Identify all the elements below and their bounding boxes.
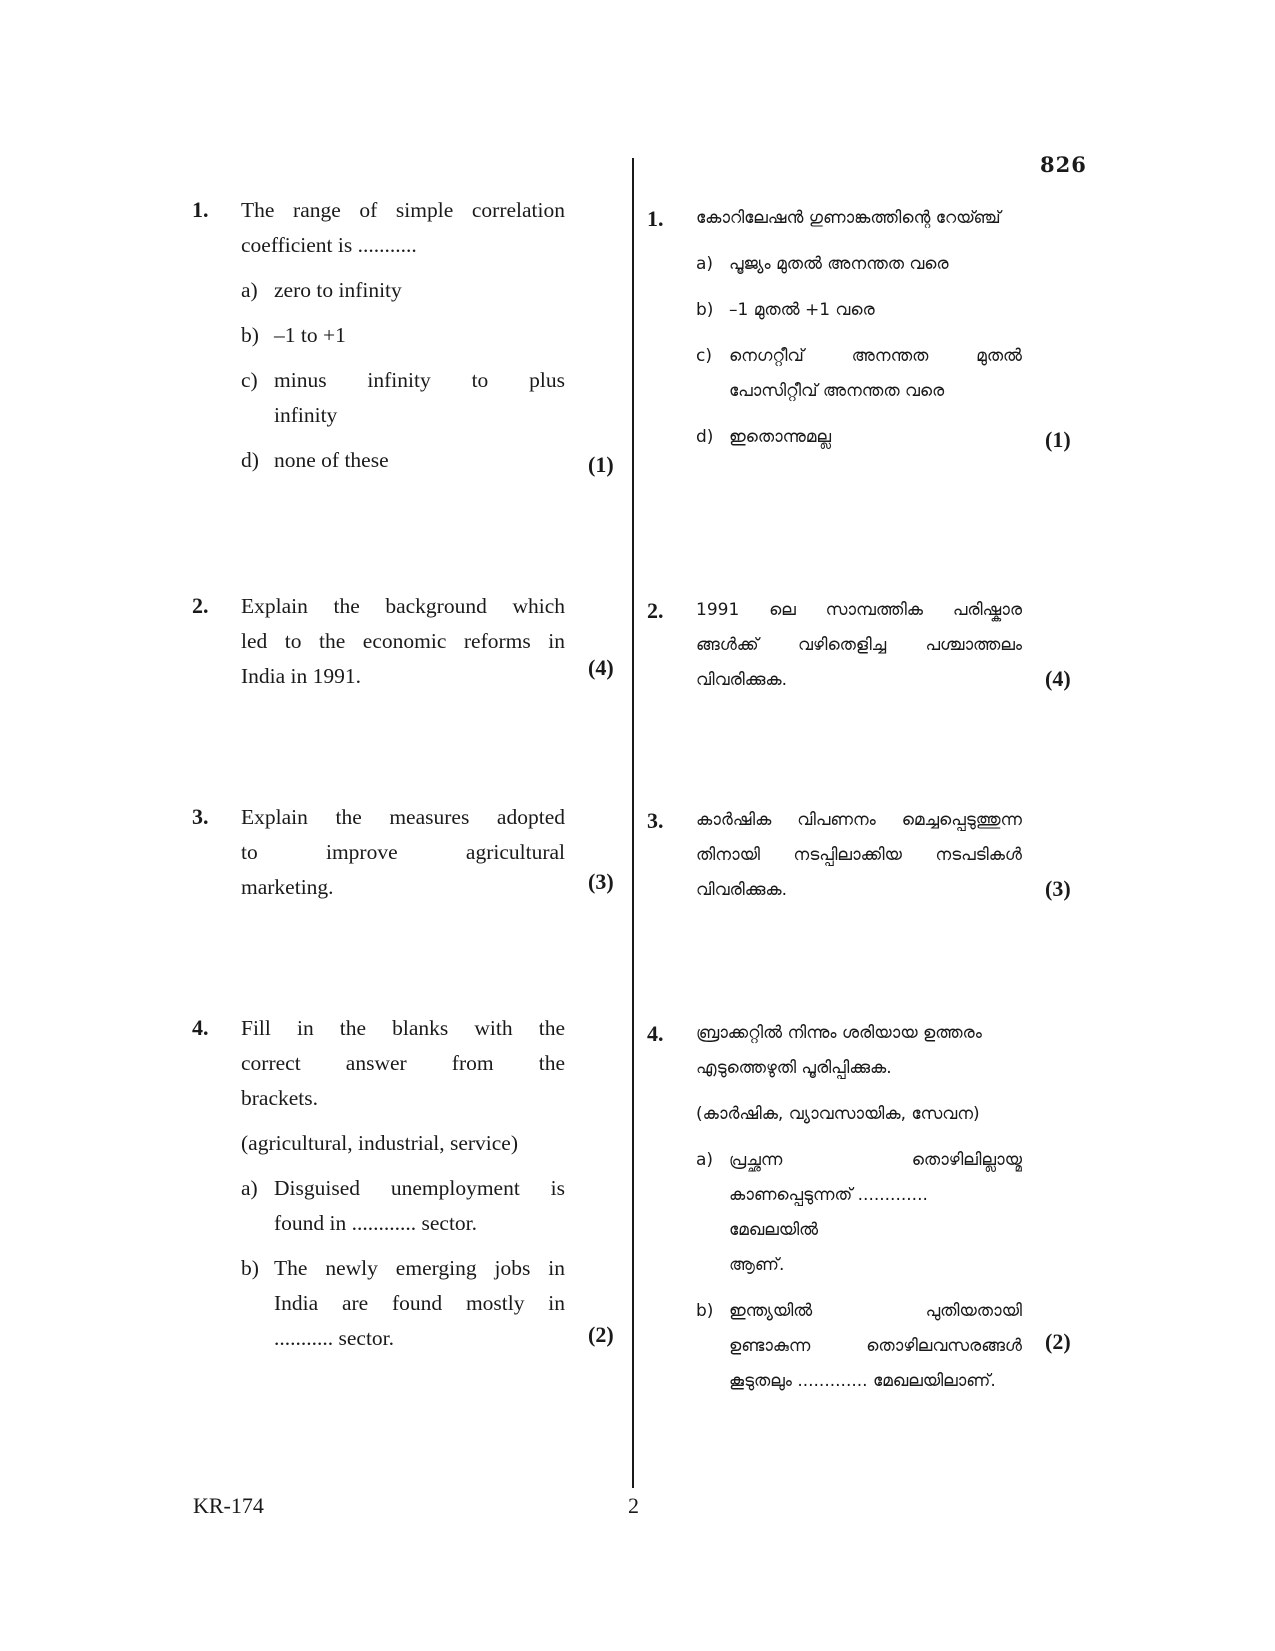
- option-label: c): [241, 368, 258, 392]
- question-text-line: The range of simple correlation: [241, 198, 565, 222]
- exam-code: KR-174: [193, 1493, 264, 1518]
- question-text-line: to improve agricultural: [241, 840, 565, 864]
- option-text-line: ........... sector.: [274, 1326, 395, 1350]
- question-en-2: [241, 589, 565, 694]
- question-text-line: 1991 ലെ സാമ്പത്തിക പരിഷ്കാര: [696, 600, 1022, 620]
- marks-ml-1: (1): [1045, 427, 1071, 452]
- option-text-line: പോസിറ്റീവ് അനന്തത വരെ: [729, 381, 945, 401]
- option-d: [696, 420, 1022, 455]
- marks-ml-3: (3): [1045, 876, 1071, 901]
- option-label: a): [696, 1150, 714, 1170]
- question-number-en-3: 3.: [192, 804, 209, 829]
- marks-en-4: (2): [588, 1322, 614, 1347]
- option-c: [241, 363, 565, 433]
- option-text: –1 മുതൽ +1 വരെ: [729, 300, 875, 320]
- option-text-line: കാണപ്പെടുന്നത് ............. മേഖലയിൽ: [729, 1185, 928, 1240]
- option-text-line: The newly emerging jobs in: [274, 1256, 565, 1280]
- question-number-ml-3: 3.: [647, 808, 664, 833]
- question-number-en-4: 4.: [192, 1015, 209, 1040]
- option-text: [729, 1143, 1022, 1283]
- option-label: c): [696, 346, 712, 366]
- question-text-line: Explain the background which: [241, 594, 565, 618]
- option-b: [696, 1294, 1022, 1399]
- option-label: b): [241, 1256, 259, 1280]
- marks-en-3: (3): [588, 869, 614, 894]
- question-text-line: തിനായി നടപ്പിലാക്കിയ നടപടികൾ: [696, 845, 1022, 865]
- option-text-line: ഉണ്ടാകുന്ന തൊഴിലവസരങ്ങൾ: [729, 1336, 1022, 1356]
- column-divider: [632, 158, 634, 1488]
- option-text-line: India are found mostly in: [274, 1291, 565, 1315]
- option-text: zero to infinity: [274, 278, 402, 302]
- option-text: [729, 339, 1022, 409]
- question-text-line: India in 1991.: [241, 664, 362, 688]
- page-code: 826: [1040, 152, 1087, 177]
- option-text-line: ആണ്.: [729, 1255, 785, 1275]
- option-text-line: minus infinity to plus: [274, 368, 565, 392]
- question-text-line: marketing.: [241, 875, 334, 899]
- question-text-line: കാർഷിക വിപണനം മെച്ചപ്പെടുത്തുന്ന: [696, 810, 1022, 830]
- question-text-line: ബ്രാക്കറ്റിൽ നിന്നും ശരിയായ ഉത്തരം: [696, 1023, 982, 1043]
- option-a: [696, 1143, 1022, 1283]
- question-number-ml-1: 1.: [647, 206, 664, 231]
- question-ml-2: [696, 593, 1022, 698]
- option-label: d): [696, 427, 714, 447]
- option-label: a): [241, 278, 258, 302]
- option-text: –1 to +1: [274, 323, 346, 347]
- option-text: [274, 363, 565, 433]
- option-label: b): [241, 323, 259, 347]
- question-text-line: Fill in the blanks with the: [241, 1016, 565, 1040]
- question-text-line: led to the economic reforms in: [241, 629, 565, 653]
- option-text-line: പ്രച്ഛന്ന തൊഴിലില്ലായ്മ: [729, 1150, 1022, 1170]
- option-a: [241, 1171, 565, 1241]
- question-number-en-1: 1.: [192, 197, 209, 222]
- question-number-ml-2: 2.: [647, 598, 664, 623]
- question-text-line: കോറിലേഷൻ ഗുണാങ്കത്തിന്റെ റേയ്ഞ്ച്: [696, 208, 1001, 228]
- question-en-3: [241, 800, 565, 905]
- option-text: none of these: [274, 448, 389, 472]
- question-text-line: Explain the measures adopted: [241, 805, 565, 829]
- option-text-line: കൂടുതലും ............. മേഖലയിലാണ്.: [729, 1371, 996, 1391]
- question-text-line: വിവരിക്കുക.: [696, 880, 788, 900]
- question-ml-4: [696, 1016, 1022, 1399]
- question-text-line: ങ്ങൾക്ക് വഴിതെളിച്ച പശ്ചാത്തലം: [696, 635, 1022, 655]
- option-text: [729, 1294, 1022, 1399]
- question-text-line: coefficient is ...........: [241, 233, 417, 257]
- question-en-4: [241, 1011, 565, 1356]
- marks-en-2: (4): [588, 655, 614, 680]
- option-b: [241, 1251, 565, 1356]
- marks-ml-4: (2): [1045, 1329, 1071, 1354]
- option-text-line: Disguised unemployment is: [274, 1176, 565, 1200]
- option-c: [696, 339, 1022, 409]
- option-label: b): [696, 1301, 714, 1321]
- option-label: d): [241, 448, 259, 472]
- option-text-line: നെഗറ്റീവ് അനന്തത മുതൽ: [729, 346, 1022, 366]
- option-text-line: ഇന്ത്യയിൽ പുതിയതായി: [729, 1301, 1022, 1321]
- option-text: പൂജ്യം മുതൽ അനന്തത വരെ: [729, 254, 949, 274]
- option-a: [241, 273, 565, 308]
- option-label: a): [696, 254, 714, 274]
- question-en-1: [241, 193, 565, 478]
- option-text-line: found in ............ sector.: [274, 1211, 478, 1235]
- option-text-line: infinity: [274, 403, 338, 427]
- bracket-choices: (agricultural, industrial, service): [241, 1131, 519, 1155]
- option-label: a): [241, 1176, 258, 1200]
- question-number-en-2: 2.: [192, 593, 209, 618]
- option-d: [241, 443, 565, 478]
- option-text: ഇതൊന്നുമല്ല: [729, 427, 831, 447]
- option-a: [696, 247, 1022, 282]
- question-ml-3: [696, 803, 1022, 908]
- question-text-line: വിവരിക്കുക.: [696, 670, 788, 690]
- question-ml-1: [696, 201, 1022, 455]
- question-text-line: correct answer from the: [241, 1051, 565, 1075]
- option-label: b): [696, 300, 714, 320]
- question-number-ml-4: 4.: [647, 1021, 664, 1046]
- bracket-choices: (കാർഷിക, വ്യാവസായിക, സേവന): [696, 1104, 980, 1124]
- marks-ml-2: (4): [1045, 666, 1071, 691]
- option-text: [274, 1171, 565, 1241]
- question-text-line: എടുത്തെഴുതി പൂരിപ്പിക്കുക.: [696, 1058, 892, 1078]
- option-b: [241, 318, 565, 353]
- page-number: 2: [628, 1493, 639, 1518]
- option-text: [274, 1251, 565, 1356]
- option-b: [696, 293, 1022, 328]
- question-text-line: brackets.: [241, 1086, 319, 1110]
- marks-en-1: (1): [588, 452, 614, 477]
